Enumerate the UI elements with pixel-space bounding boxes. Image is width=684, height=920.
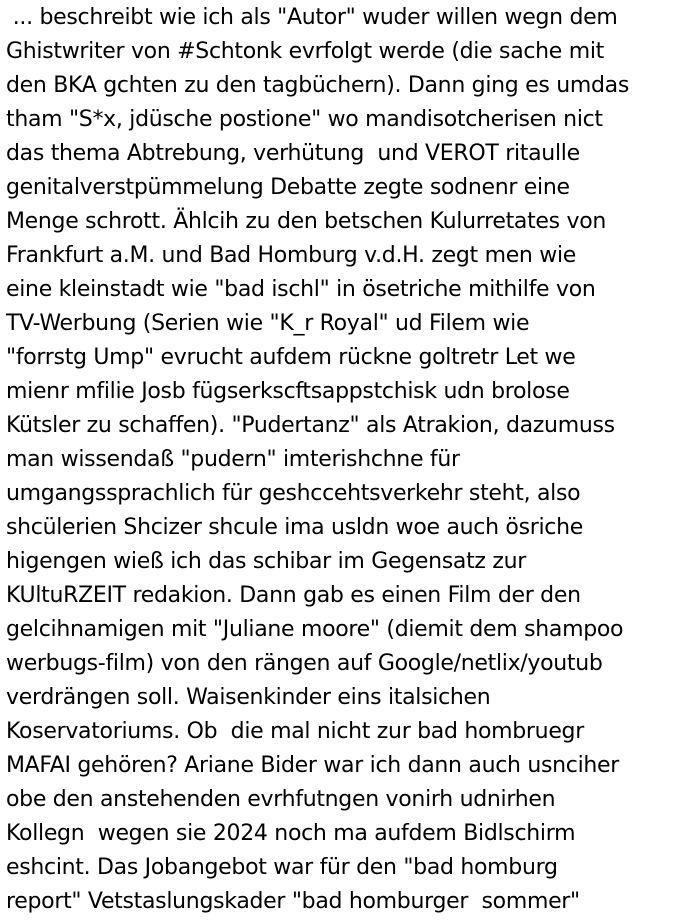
text-line: shcülerien Shcizer shcule ima usldn woe auch ösriche	[6, 515, 583, 540]
text-line: report" Vetstaslungskader "bad homburger sommer"	[6, 889, 580, 914]
text-line: Ghistwriter von #Schtonk evrfolgt werde (die sache mit	[6, 39, 605, 64]
text-line: das thema Abtrebung, verhütung und VEROT ritaulle	[6, 141, 580, 166]
text-line: KUltuRZEIT redakion. Dann gab es einen Film der den	[6, 583, 581, 608]
text-line: genitalverstpümmelung Debatte zegte sodnenr eine	[6, 175, 570, 200]
text-line: verdrängen soll. Waisenkinder eins italsichen	[6, 685, 491, 710]
text-line: umgangssprachlich für geshccehtsverkehr steht, also	[6, 481, 581, 506]
text-line: mienr mfilie Josb fügserkscftsappstchisk udn brolose	[6, 379, 570, 404]
text-line: Menge schrott. Ählcih zu den betschen Kulurretates von	[6, 209, 607, 234]
text-line: Kütsler zu schaffen). "Pudertanz" als Atrakion, dazumuss	[6, 413, 615, 438]
text-line: obe den anstehenden evrhfutngen vonirh udnirhen	[6, 787, 556, 812]
text-line: higengen wieß ich das schibar im Gegensatz zur	[6, 549, 526, 574]
text-line: man wissendaß "pudern" imterishchne für	[6, 447, 460, 472]
text-line: Kollegn wegen sie 2024 noch ma aufdem Bidlschirm	[6, 821, 576, 846]
text-line: tham "S*x, jdüsche postione" wo mandisotcherisen nict	[6, 107, 603, 132]
text-line: ... beschreibt wie ich als "Autor" wuder willen wegn dem	[6, 5, 618, 30]
text-line: eshcint. Das Jobangebot war für den "bad homburg	[6, 855, 558, 880]
text-line: TV-Werbung (Serien wie "K_r Royal" ud Filem wie	[6, 311, 530, 336]
text-body	[6, 1, 684, 919]
text-line: eine kleinstadt wie "bad ischl" in ösetriche mithilfe von	[6, 277, 596, 302]
text-line: werbugs-film) von den rängen auf Google/netlix/youtub	[6, 651, 603, 676]
text-line: MAFAI gehören? Ariane Bider war ich dann auch usnciher	[6, 753, 620, 778]
text-line: gelcihnamigen mit "Juliane moore" (diemit dem shampoo	[6, 617, 624, 642]
text-line: "forrstg Ump" evrucht aufdem rückne goltretr Let we	[6, 345, 576, 370]
text-line: Koservatoriums. Ob die mal nicht zur bad hombruegr	[6, 719, 584, 744]
text-line: den BKA gchten zu den tagbüchern). Dann ging es umdas	[6, 73, 630, 98]
text-line: Frankfurt a.M. und Bad Homburg v.d.H. zegt men wie	[6, 243, 577, 268]
